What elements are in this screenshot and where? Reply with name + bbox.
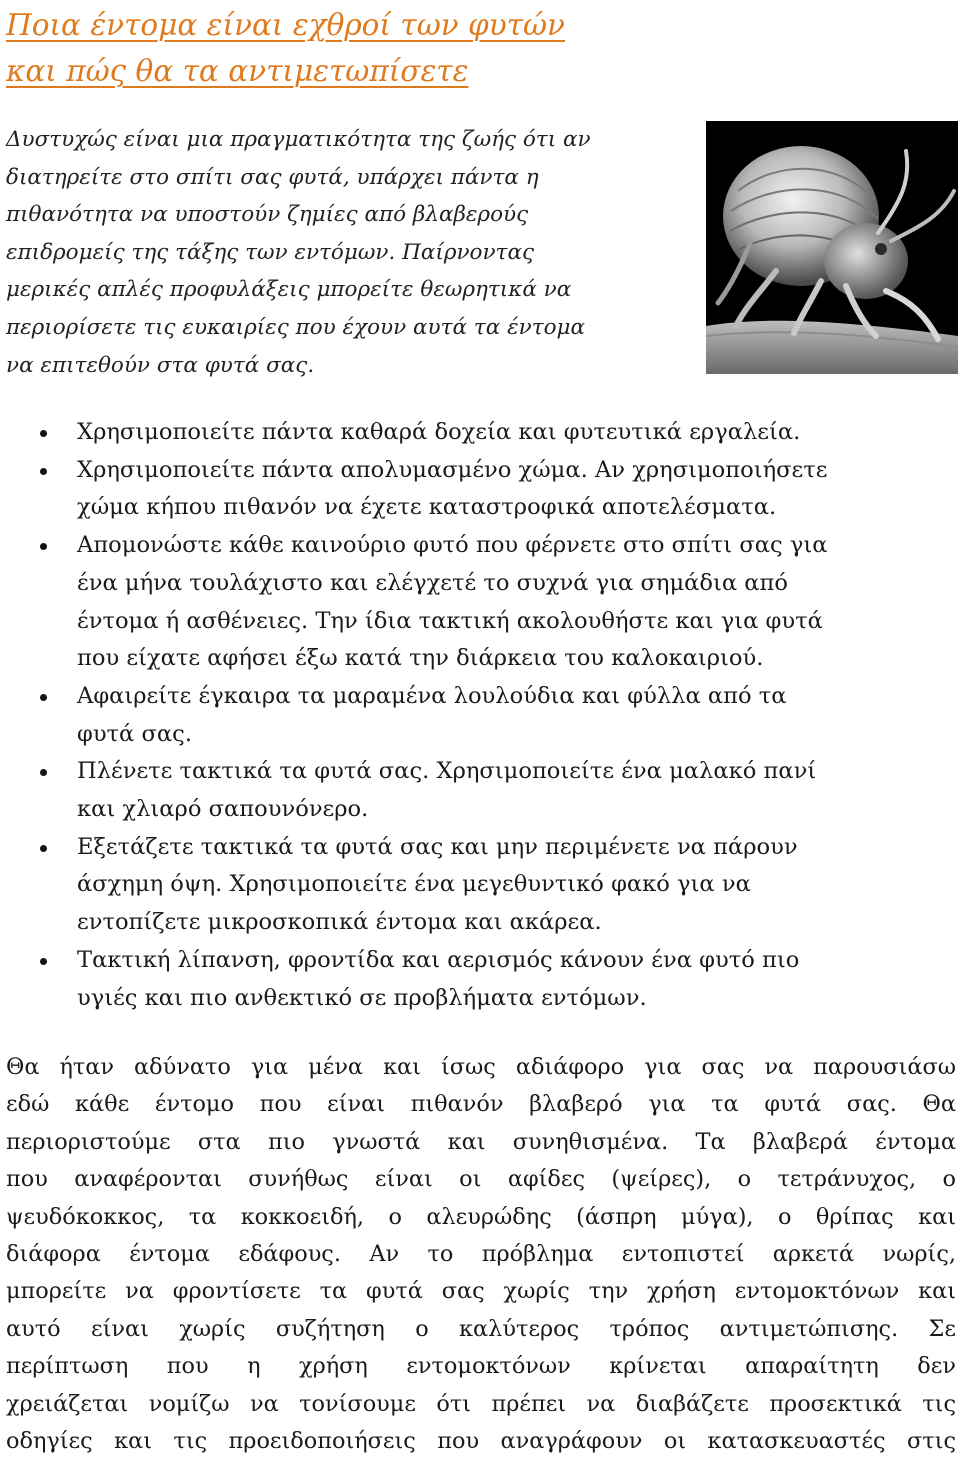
title-line: Ποια έντομα είναι εχθροί των φυτών: [6, 8, 565, 42]
paragraph-line: διάφορα έντομα εδάφους. Αν το πρόβλημα εντοπιστεί αρκετά νωρίς,: [6, 1241, 956, 1268]
page-title[interactable]: [6, 2, 706, 94]
list-item: [0, 829, 955, 942]
paragraph-line: περιοριστούμε στα πιο γνωστά και συνηθισμένα. Τα βλαβερά έντομα: [6, 1128, 956, 1155]
list-item: [0, 942, 955, 1017]
list-item-line: υγιές και πιο ανθεκτικό σε προβλήματα εντόμων.: [77, 984, 647, 1011]
aphid-photo: [706, 121, 958, 374]
list-item-line: χώμα κήπου πιθανόν να έχετε καταστροφικά αποτελέσματα.: [77, 494, 777, 521]
tips-list: [0, 414, 955, 1017]
list-item: [0, 452, 955, 527]
list-item-line: Πλένετε τακτικά τα φυτά σας. Χρησιμοποιείτε ένα μαλακό πανί: [77, 758, 817, 785]
list-item-line: φυτά σας.: [77, 720, 193, 747]
paragraph-line: ψευδόκοκκος, τα κοκκοειδή, ο αλευρώδης (άσπρη μύγα), ο θρίπας και: [6, 1203, 956, 1230]
list-item-line: Χρησιμοποιείτε πάντα καθαρά δοχεία και φυτευτικά εργαλεία.: [77, 419, 801, 445]
intro-line: πιθανότητα να υποστούν ζημίες από βλαβερούς: [6, 202, 529, 228]
paragraph-line: μπορείτε να φροντίσετε τα φυτά σας χωρίς την χρήση εντομοκτόνων και: [6, 1278, 956, 1305]
title-line: και πώς θα τα αντιμετωπίσετε: [6, 54, 469, 88]
list-item: [0, 678, 955, 753]
list-item-line: Αφαιρείτε έγκαιρα τα μαραμένα λουλούδια και φύλλα από τα: [77, 682, 787, 709]
list-item: [0, 414, 955, 452]
paragraph-line: χρειάζεται νομίζω να τονίσουμε ότι πρέπει να διαβάζετε προσεκτικά τις: [6, 1390, 956, 1417]
list-item-line: εντοπίζετε μικροσκοπικά έντομα και ακάρεα.: [77, 909, 602, 936]
list-item: [0, 753, 955, 828]
list-item-line: άσχημη όψη. Χρησιμοποιείτε ένα μεγεθυντικό φακό για να: [77, 871, 751, 898]
intro-line: επιδρομείς της τάξης των εντόμων. Παίρνοντας: [6, 239, 534, 265]
list-item-line: ένα μήνα τουλάχιστο και ελέγχετέ το συχνά για σημάδια από: [77, 569, 788, 596]
intro-line: περιορίσετε τις ευκαιρίες που έχουν αυτά τα έντομα: [6, 314, 586, 340]
list-item-line: και χλιαρό σαπουνόνερο.: [77, 796, 369, 823]
aphid-illustration: [706, 121, 958, 374]
paragraph-line: Θα ήταν αδύνατο για μένα και ίσως αδιάφορο για σας να παρουσιάσω: [6, 1054, 956, 1080]
list-item-line: έντομα ή ασθένειες. Την ίδια τακτική ακολουθήστε και για φυτά: [77, 607, 823, 634]
paragraph-line: αυτό είναι χωρίς συζήτηση ο καλύτερος τρόπος αντιμετώπισης. Σε: [6, 1315, 956, 1342]
paragraph-line: που αναφέρονται συνήθως είναι οι αφίδες (ψείρες), ο τετράνυχος, ο: [6, 1166, 956, 1193]
paragraph-line: περίπτωση που η χρήση εντομοκτόνων κρίνεται απαραίτητη δεν: [6, 1353, 956, 1380]
paragraph-line: εδώ κάθε έντομο που είναι πιθανόν βλαβερό για τα φυτά σας. Θα: [6, 1091, 956, 1118]
intro-line: διατηρείτε στο σπίτι σας φυτά, υπάρχει πάντα η: [6, 164, 539, 190]
list-item-line: Απομονώστε κάθε καινούριο φυτό που φέρνετε στο σπίτι σας για: [77, 532, 828, 559]
paragraph-line: οδηγίες και τις προειδοποιήσεις που αναγράφουν οι κατασκευαστές στις: [6, 1428, 956, 1455]
intro-line: να επιτεθούν στα φυτά σας.: [6, 352, 315, 378]
body-paragraph: [6, 1049, 956, 1460]
list-item-line: Χρησιμοποιείτε πάντα απολυμασμένο χώμα. Αν χρησιμοποιήσετε: [77, 456, 828, 483]
intro-line: μερικές απλές προφυλάξεις μπορείτε θεωρητικά να: [6, 277, 572, 303]
list-item-line: που είχατε αφήσει έξω κατά την διάρκεια του καλοκαιριού.: [77, 645, 764, 672]
list-item-line: Εξετάζετε τακτικά τα φυτά σας και μην περιμένετε να πάρουν: [77, 833, 798, 860]
intro-paragraph: [6, 121, 696, 384]
intro-line: Δυστυχώς είναι μια πραγματικότητα της ζωής ότι αν: [6, 127, 591, 152]
list-item-line: Τακτική λίπανση, φροντίδα και αερισμός κάνουν ένα φυτό πιο: [77, 946, 800, 973]
list-item: [0, 527, 955, 678]
